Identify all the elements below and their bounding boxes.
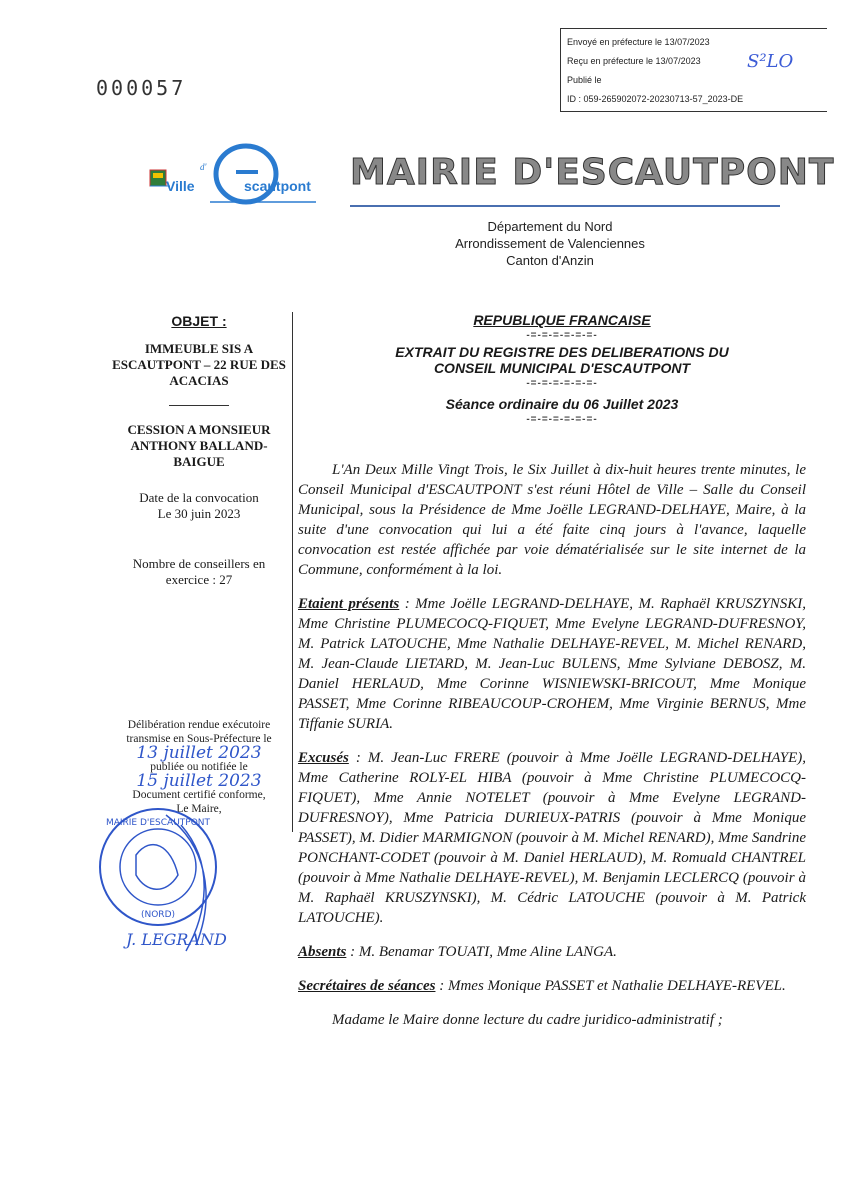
annot-line-5: Le Maire,: [176, 803, 222, 815]
excuses-paragraph: [298, 748, 806, 928]
arrondissement: Arrondissement de Valenciennes: [455, 236, 645, 251]
annot-line-1: Délibération rendue exécutoire: [127, 719, 271, 731]
seal-bottom-text: (NORD): [140, 910, 176, 920]
deliberation-header: [318, 312, 806, 428]
column-divider: [292, 312, 293, 832]
excuses-list: : M. Jean-Luc FRERE (pouvoir à Mme Joëlle LEGRAND-DELHAYE), Mme Catherine ROLY-EL HIBA (pouvoir à Mme Christine PLUMECOCQ-FIQUET), Mme Annie NOTELET (pouvoir à Mme Evelyne LEGRAND-DUFRESNOY), Mme Patricia DURIEUX-PATRIS (pouvoir à Mme Monique PASSET), M. Didier MARMIGNON (pouvoir à M. Michel RENARD), Mme Sandrine PONCHANT-CODET (pouvoir à M. Daniel HERLAUD), M. Romuald CHANTREL (pouvoir à Mme Nathalie DELHAYE-REVEL), M. Benjamin LECLERCQ (pouvoir à M. Raphaël KRUSZYNSKI), M. Cédric LATOUCHE (pouvoir à M. Patrick LATOUCHE).: [298, 750, 806, 926]
intro-paragraph: L'An Deux Mille Vingt Trois, le Six Juillet à dix-huit heures trente minutes, le Conseil Municipal d'ESCAUTPONT s'est réuni Hôtel de Ville – Salle du Conseil Municipal, sous la Présidence de Mme Joëlle LEGRAND-DELHAYE, Maire, à la suite d'une convocation qui lui a été faite cinq jours à l'avance, laquelle convocation est restée affichée par voie dématérialisée sur le site internet de la Commune, conformément à la loi.: [298, 462, 806, 578]
objet-label: OBJET :: [171, 313, 227, 329]
executory-annotation: [110, 718, 288, 816]
deliberation-body: [298, 460, 806, 1044]
closing-paragraph: Madame le Maire donne lecture du cadre juridico-administratif ;: [332, 1012, 723, 1028]
excuses-label: Excusés: [298, 750, 349, 766]
prefecture-stamp: [560, 28, 827, 112]
logo-escautpont-text: scautpont: [244, 178, 311, 194]
logo-d-text: d': [200, 162, 207, 172]
handwritten-date-1: 13 juillet 2023: [136, 743, 262, 763]
town-logo: [140, 142, 320, 212]
logo-ville-text: Ville: [166, 178, 195, 194]
secretaires-label: Secrétaires de séances: [298, 978, 436, 994]
republique: REPUBLIQUE FRANCAISE: [473, 312, 651, 328]
subject: IMMEUBLE SIS A ESCAUTPONT – 22 RUE DES ACACIAS: [112, 341, 286, 388]
cession: CESSION A MONSIEUR ANTHONY BALLAND-BAIGUE: [127, 422, 271, 469]
stamp-published: Publié le: [567, 75, 602, 85]
canton: Canton d'Anzin: [506, 253, 594, 268]
document-number: 000057: [96, 76, 187, 100]
seance: Séance ordinaire du 06 Juillet 2023: [445, 396, 679, 412]
presents-list: : Mme Joëlle LEGRAND-DELHAYE, M. Raphaël KRUSZYNSKI, Mme Christine PLUMECOCQ-FIQUET, Mme Evelyne LEGRAND-DUFRESNOY, M. Patrick LATOUCHE, Mme Nathalie DELHAYE-REVEL, M. Michel RENARD, M. Jean-Claude LIETARD, M. Jean-Luc BULENS, Mme Sylviane DEBOSZ, M. Daniel HERLAUD, Mme Corinne WISNIEWSKI-BRICOUT, Mme Monique PASSET, Mme Corinne RIBEAUCOUP-CROHEM, Mme Virginie BERNUS, Mme Tiffanie SURIA.: [298, 596, 806, 732]
absents-label: Absents: [298, 944, 347, 960]
presents-label: Etaient présents: [298, 596, 400, 612]
seal-signature: J. LEGRAND: [126, 930, 227, 949]
ornament-2: -=-=-=-=-=-=-: [526, 378, 598, 389]
seal-top-text: MAIRIE D'ESCAUTPONT: [105, 818, 211, 828]
department-block: [350, 218, 750, 269]
absents-list: : M. Benamar TOUATI, Mme Aline LANGA.: [346, 944, 617, 960]
ornament-1: -=-=-=-=-=-=-: [526, 330, 598, 341]
presents-paragraph: [298, 594, 806, 734]
title-divider: [350, 205, 780, 207]
extrait-line-1: EXTRAIT DU REGISTRE DES DELIBERATIONS DU: [395, 344, 729, 360]
stamp-received: Reçu en préfecture le 13/07/2023: [567, 56, 701, 66]
annot-line-3: publiée ou notifiée le: [150, 761, 248, 773]
ornament-3: -=-=-=-=-=-=-: [526, 414, 598, 425]
secretaires-list: : Mmes Monique PASSET et Nathalie DELHAYE-REVEL.: [435, 978, 786, 994]
left-column: [110, 313, 288, 588]
annot-line-4: Document certifié conforme,: [132, 789, 266, 801]
stamp-signature: S²LO: [747, 51, 794, 72]
left-divider: [169, 405, 229, 406]
annot-line-2: transmise en Sous-Préfecture le: [126, 733, 272, 745]
conseillers-count: Nombre de conseillers en exercice : 27: [132, 556, 266, 587]
mayor-seal-stamp: [96, 805, 246, 955]
extrait-line-2: CONSEIL MUNICIPAL D'ESCAUTPONT: [433, 360, 691, 376]
page-title: MAIRIE D'ESCAUTPONT: [350, 152, 835, 193]
logo-graphic: [140, 142, 320, 212]
convocation-date: Le 30 juin 2023: [157, 506, 241, 521]
handwritten-date-2: 15 juillet 2023: [136, 771, 262, 791]
stamp-id: ID : 059-265902072-20230713-57_2023-DE: [567, 94, 744, 104]
absents-paragraph: [298, 942, 806, 962]
secretaires-paragraph: [298, 976, 806, 996]
department: Département du Nord: [487, 219, 613, 234]
convocation-label: Date de la convocation: [139, 490, 259, 505]
stamp-sent: Envoyé en préfecture le 13/07/2023: [567, 37, 710, 47]
